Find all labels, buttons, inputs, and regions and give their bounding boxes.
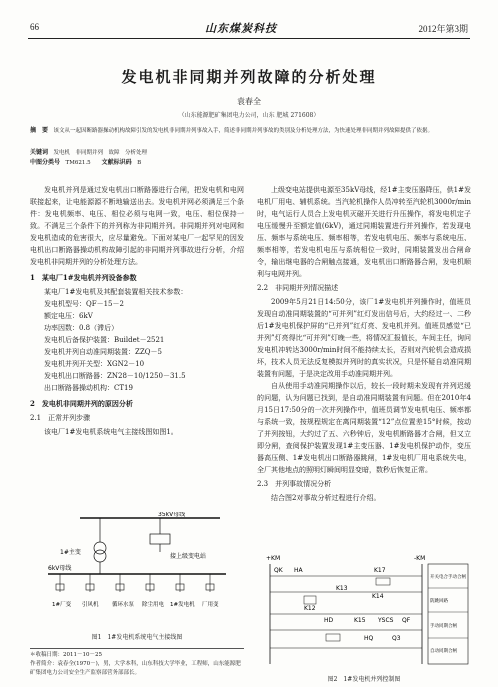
load-label: 1#发电机	[170, 602, 195, 608]
section-2-3-heading: 2.3 并列事故情况分析	[257, 480, 332, 488]
affiliation: （山东能源肥矿集团电力公司，山东 肥城 271608）	[178, 112, 320, 119]
keywords-label: 关键词	[30, 149, 49, 156]
load-label: 引风机	[82, 602, 99, 608]
keywords-text: 发电机 非同期并列 故障 分析处理	[53, 150, 148, 156]
author: 袁春全	[237, 97, 261, 106]
positive-bus-label: +KM	[266, 555, 281, 562]
transformer-coil-lower	[94, 550, 106, 562]
param-item: 发电机并列开关型：XGN2－10	[44, 360, 145, 368]
hd-label: HD	[324, 617, 334, 624]
hq-label: HQ	[364, 635, 374, 642]
load-label: 1#厂变	[52, 602, 72, 608]
clc-value: TM621.5	[65, 160, 91, 166]
k14-label: K14	[372, 593, 384, 600]
section-2-heading: 2 发电机非同期并列的原因分析	[30, 399, 133, 408]
param-item: 发电机后备保护装置：Buildet－2521	[44, 336, 165, 344]
right-column	[257, 184, 471, 504]
ha-label: HA	[294, 567, 303, 574]
author-bio: 作者简介：袁春全(1970－)，男，大学本科，山东科技大学毕业，工程师，山东能源肥矿集团电力公司安全生产监察部营务部部长。	[30, 661, 241, 676]
bus-35kv-label: 35kV母线	[158, 512, 186, 518]
abstract	[30, 126, 470, 136]
q3-label: Q3	[392, 635, 401, 642]
intro-paragraph: 发电机并列是通过发电机出口断路器进行合闸，把发电机和电网联接起来，让电能源源不断地输送出去。发电机并网必须满足三个条件：发电机频率、电压、相位必须与电网一致，电压、相位保持一致。不满足三个条件下的并列称为非同期并列。非同期并列对电网和发电机造成的危害很大，应尽量避免。下面对某电厂一起罕见的因发电机出口断路器操动机构故障引起的非同期并列事故进行分析，介绍发电机非同期并列的分析处理方法。	[30, 186, 244, 266]
param-item: 发电机出口断路器：ZN28－10/1250－31.5	[44, 372, 186, 380]
paper-title: 发电机非同期并列故障的分析处理	[121, 68, 377, 86]
figure-1-caption: 图1 1#发电机系统电气主接线图	[91, 634, 183, 641]
page-header	[0, 0, 498, 44]
legend-item: 开关电合手动合闸	[430, 575, 466, 580]
abstract-text: 该文从一起因断路器操动机构故障引发的发电机非同期并列事故入手，简述非同期并列事故的类别及分析处理方法，为快速处理非同期并列故障提供了依据。	[53, 128, 434, 134]
paragraph: 2009年5月21日14:50分，该厂1#发电机并列操作时，值班员发现自动准同期装置的“可并列”红灯发出信号后，大约经过一、二秒后1#发电机保护屏的“已并列”红灯亮、发电机并列。值班员感觉“已并列”灯亮得比“可并列”灯晚一些，将情况汇报值长，车间主任，询问发电机冲转达3000r/min时间不能持续太长，否则对汽轮机会造成损坏，技术人员无法反复模拟并列时的真实状况，只是怀疑自动准同期装置有问题，于是决定改用手动准同期并列。	[257, 298, 471, 378]
classification	[30, 158, 470, 168]
upstream-label: 接上级变电站	[170, 553, 207, 560]
param-item: 发电机型号：QF－15－2	[44, 300, 124, 308]
left-column	[30, 184, 244, 438]
section-2-1-text: 该电厂1#发电机系统电气主接线图如图1。	[44, 428, 178, 436]
legend-item: 自动同期合闸	[430, 649, 457, 654]
ysc-label: YSCS	[378, 617, 394, 624]
section-2-2-heading: 2.2 非同期并列情况描述	[257, 284, 339, 292]
figure-2-diagram	[264, 552, 470, 670]
k15-label: K15	[354, 617, 366, 624]
param-item: 发电机并列自动准同期装置：ZZQ－5	[44, 348, 162, 356]
negative-bus-label: -KM	[414, 555, 426, 562]
k17-label: K17	[374, 567, 386, 574]
param-item: 额定电压：6kV	[44, 312, 93, 320]
clc-label: 中图分类号	[30, 159, 61, 166]
footnote	[30, 648, 244, 678]
doc-label: 文献标识码	[101, 159, 132, 166]
journal-name: 山东煤炭科技	[205, 22, 277, 35]
qf-label: QF	[402, 617, 411, 624]
keywords	[30, 148, 470, 158]
k12-label: K12	[304, 605, 316, 612]
header-rule	[28, 38, 470, 39]
paragraph: 自从使用手动准同期操作以后，较长一段时期未发现有并列迟缓的问题，认为问题已找到，是自动准同期装置有问题。但在2010年4月15日17:50分的一次并列操作中，值班员调节发电机电压、频率都与系统一致，按规程规定在离同期装置“12”点位置差15°时候，按动了并列按钮，大约过了五、六秒钟后，发电机断路器才合闸，但又立即分闸，查阅保护装置发现1#主变压器、1#发电机保护动作，变压器高压侧、1#发电机出口断路器跳闸，1#发电机厂用电系统失电，全厂其他地点的照明灯瞬间明显变暗，数秒后恢复正常。	[257, 382, 471, 474]
k13-label: K13	[336, 585, 348, 592]
qk-label: QK	[274, 567, 283, 574]
load-label: 除尘用电	[142, 602, 165, 608]
param-item: 功率因数：0.8（滞后）	[44, 324, 119, 332]
legend-item: 手动同期合闸	[430, 624, 457, 629]
section-1-heading: 1 某电厂1#发电机并列设备参数	[30, 273, 137, 282]
page-number: 66	[30, 22, 39, 32]
load-label: 厂用变	[202, 602, 219, 608]
doc-value: B	[137, 160, 142, 166]
main-transformer-label: 1#主变	[60, 549, 81, 556]
abstract-label: 摘 要	[30, 127, 49, 134]
received-date: ＊收稿日期：2011－10－25	[30, 652, 102, 658]
param-item: 出口断路器操动机构：CT19	[44, 384, 133, 392]
section-1-intro: 某电厂1#发电机及其配套装置相关技术参数：	[44, 288, 188, 296]
figure-2-caption: 图2 1#发电机并列控制图	[327, 676, 401, 683]
paragraph: 上级变电站提供电源至35kV母线，经1#主变压器降压，供1#发电机厂用电、辅机系统。当汽轮机操作人员冲转至汽轮机3000r/min时，电气运行人员合上发电机灭磁开关进行升压操作，将发电机定子电压缓慢升至额定值(6kV)，通过同期装置进行并列操作，若发现电压、频率与系统电压、频率相等，若发电机电压、频率与系统电压、频率相等，若发电机电压与系统相位一致时，同期装置发出合闸命令，输出继电器的合闸触点接通，发电机出口断路器合闸，发电机顺利与电网并列。	[257, 186, 471, 278]
legend-item: 防跳回路	[430, 599, 448, 604]
upper-breaker	[150, 534, 170, 544]
section-2-1-heading: 2.1 正常并列步骤	[30, 414, 91, 422]
figure-1-diagram	[40, 512, 234, 630]
bus-6kv-label: 6kV母线	[48, 565, 72, 572]
issue-label: 2012年第3期	[418, 24, 468, 34]
paragraph: 结合图2对事故分析过程进行介绍。	[271, 494, 381, 502]
load-label: 循环水泵	[112, 602, 135, 608]
